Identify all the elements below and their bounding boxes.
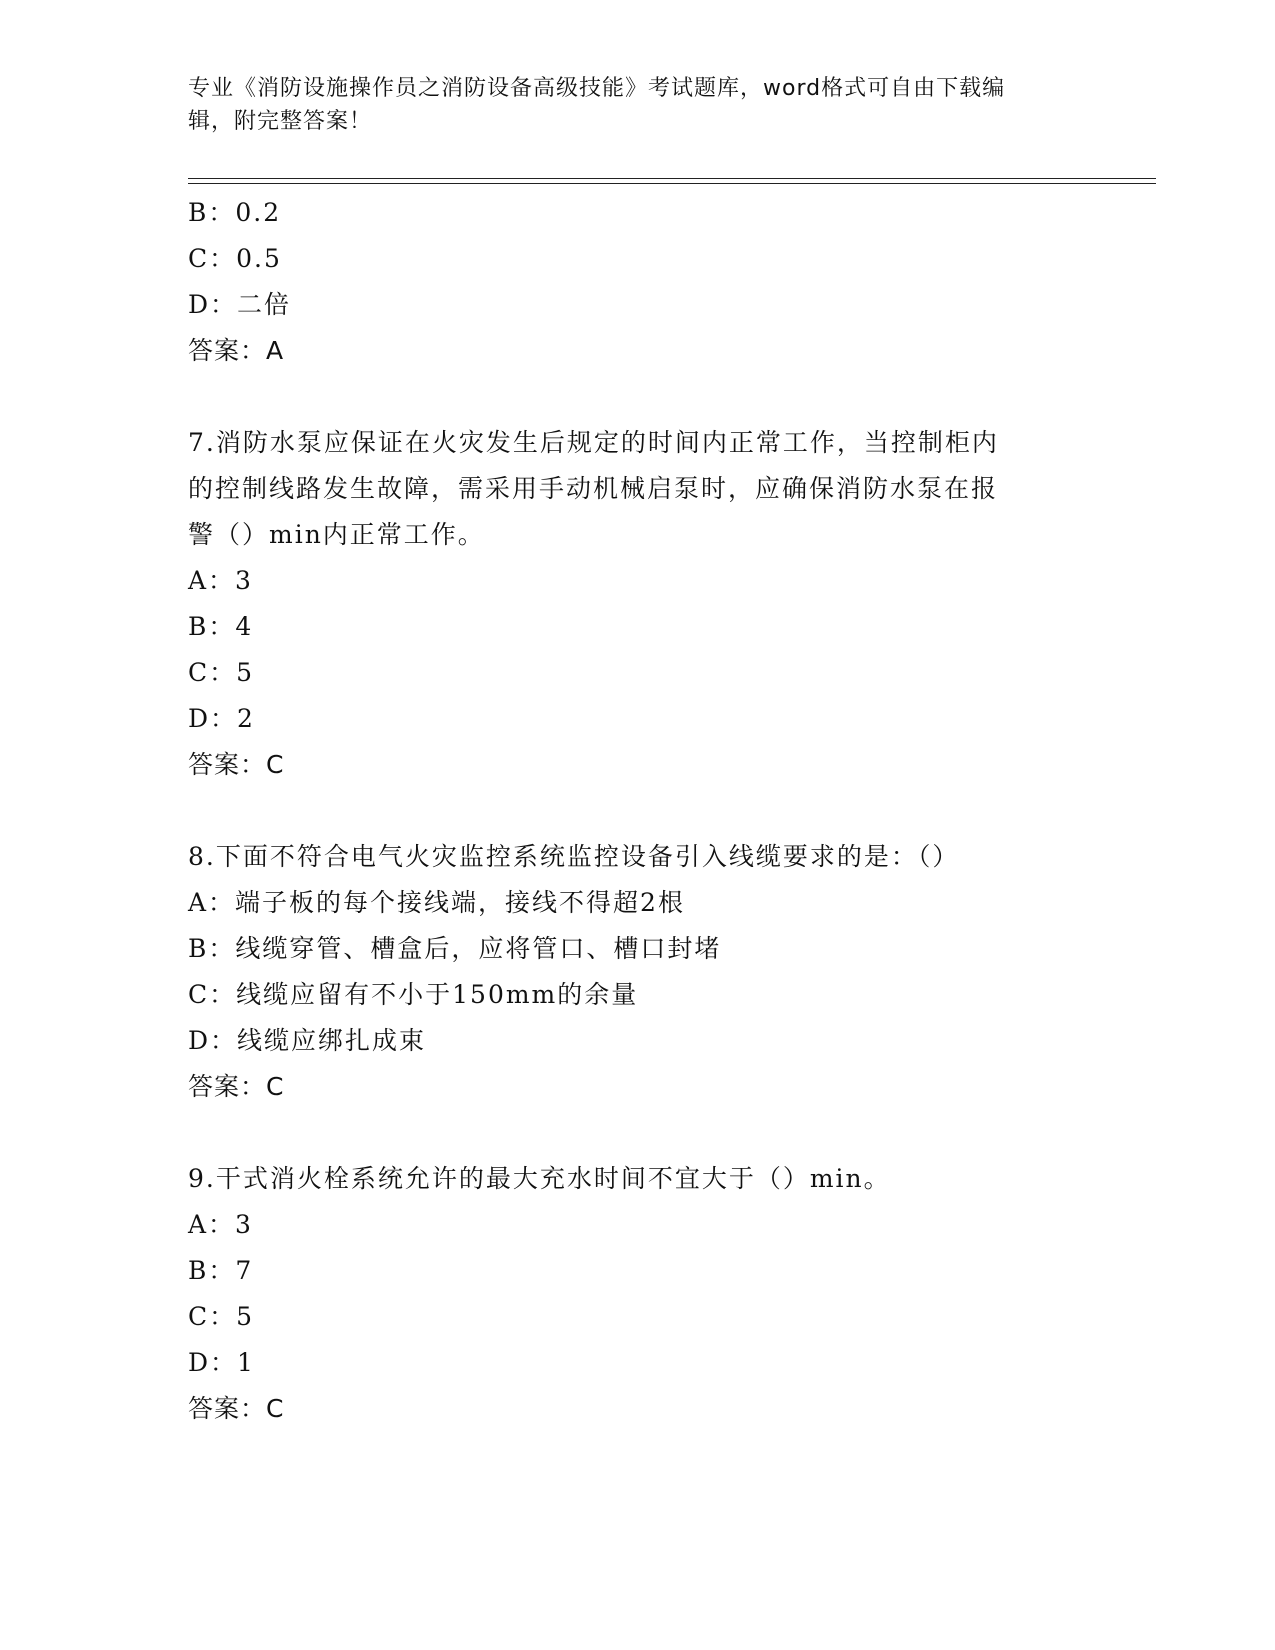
header-line-1: 专业《消防设施操作员之消防设备高级技能》考试题库，word格式可自由下载编 — [188, 76, 1006, 101]
question-text-line: 9.干式消火栓系统允许的最大充水时间不宜大于（）min。 — [188, 1164, 891, 1193]
option-c: C：5 — [188, 658, 255, 687]
option-b: B：4 — [188, 612, 254, 641]
header-divider-top — [188, 178, 1156, 179]
option-a: A：端子板的每个接线端，接线不得超2根 — [188, 888, 685, 917]
option-b: B：线缆穿管、槽盒后，应将管口、槽口封堵 — [188, 934, 722, 963]
option-c: C：线缆应留有不小于150mm的余量 — [188, 980, 639, 1009]
option-a: A：3 — [188, 1210, 253, 1239]
previous-question-tail — [188, 190, 1068, 374]
option-b: B：0.2 — [188, 198, 282, 227]
question-9 — [188, 1156, 1068, 1432]
question-8 — [188, 834, 1068, 1110]
question-text-line: 7.消防水泵应保证在火灾发生后规定的时间内正常工作，当控制柜内 — [188, 428, 999, 457]
question-7 — [188, 420, 1068, 788]
question-list — [188, 190, 1068, 1432]
header-line-2: 辑，附完整答案！ — [188, 109, 373, 134]
header-divider-bottom — [188, 183, 1156, 184]
option-c: C：0.5 — [188, 244, 282, 273]
question-text-line: 的控制线路发生故障，需采用手动机械启泵时，应确保消防水泵在报 — [188, 474, 999, 503]
document-header — [188, 72, 1068, 138]
option-a: A：3 — [188, 566, 253, 595]
option-c: C：5 — [188, 1302, 255, 1331]
option-d: D：二倍 — [188, 290, 292, 319]
question-text-line: 8.下面不符合电气火灾监控系统监控设备引入线缆要求的是：（） — [188, 842, 960, 871]
option-d: D：1 — [188, 1348, 255, 1377]
option-b: B：7 — [188, 1256, 254, 1285]
answer-line: 答案：C — [188, 1394, 285, 1423]
option-d: D：2 — [188, 704, 255, 733]
question-text-line: 警（）min内正常工作。 — [188, 520, 485, 549]
option-d: D：线缆应绑扎成束 — [188, 1026, 427, 1055]
answer-line: 答案：A — [188, 336, 285, 365]
answer-line: 答案：C — [188, 750, 285, 779]
answer-line: 答案：C — [188, 1072, 285, 1101]
